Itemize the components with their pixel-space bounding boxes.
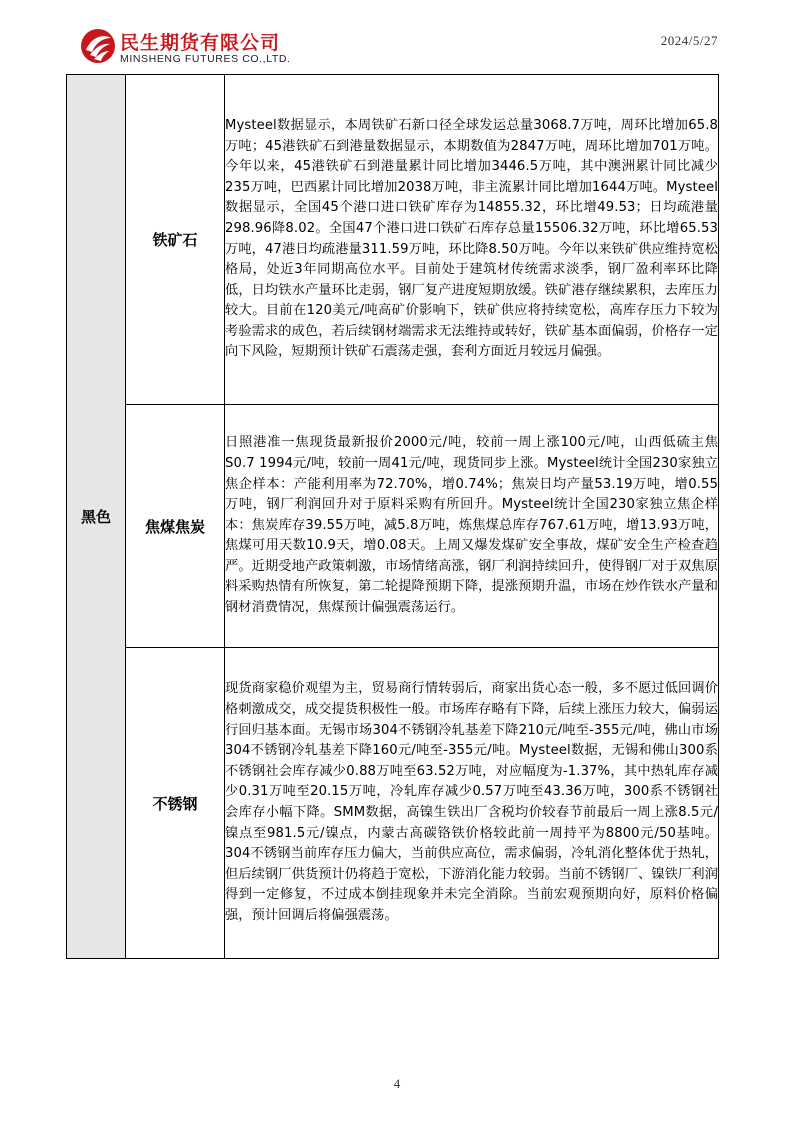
commodity-text-stainless-steel: 现货商家稳价观望为主，贸易商行情转弱后，商家出货心态一般，多不愿过低回调价格刺激成交，成交提货积极性一般。市场库存略有下降，后续上涨压力较大，偏弱运行回归基本面。无锡市场304不锈钢冷轧基差下降210元/吨至-355元/吨，佛山市场304不锈钢冷轧基差下降160元/吨至-355元/吨。Mysteel数据，无锡和佛山300系不锈钢社会库存减少0.88万吨至63.52万吨，对应幅度为-1.37%，其中热轧库存减少0.31万吨至20.15万吨，冷轧库存减少0.57万吨至43.36万吨，300系不锈钢社会库存小幅下降。SMM数据，高镍生铁出厂含税均价较春节前最后一周上涨8.5元/镍点至981.5元/镍点，内蒙古高碳铬铁价格较此前一周持平为8800元/50基吨。304不锈钢当前库存压力偏大，当前供应高位，需求偏弱，冷轧消化整体优于热轧，但后续钢厂供货预计仍将趋于宽松，下游消化能力较弱。当前不锈钢厂、镍铁厂利润得到一定修复，不过成本倒挂现象并未完全消除。当前宏观预期向好，原料价格偏强，预计回调后将偏强震荡。 bbox=[225, 648, 719, 959]
commodity-text-iron-ore: Mysteel数据显示，本周铁矿石新口径全球发运总量3068.7万吨，周环比增加65.8万吨；45港铁矿石到港量数据显示，本期数值为2847万吨，周环比增加701万吨。今年以来，45港铁矿石到港量累计同比增加3446.5万吨，其中澳洲累计同比减少235万吨，巴西累计同比增加2038万吨，非主流累计同比增加1644万吨。Mysteel数据显示，全国45个港口进口铁矿库存为14855.32，环比增49.53；日均疏港量298.96降8.02。全国47个港口进口铁矿石库存总量15506.32万吨，环比增65.53万吨，47港日均疏港量311.59万吨，环比降8.50万吨。今年以来铁矿供应维持宽松格局，处近3年同期高位水平。目前处于建筑材传统需求淡季，钢厂盈利率环比降低，日均铁水产量环比走弱，钢厂复产进度短期放缓。铁矿港存继续累积，去库压力较大。目前在120美元/吨高矿价影响下，铁矿供应将持续宽松，高库存压力下较为考验需求的成色，若后续钢材端需求无法维持或转好，铁矿基本面偏弱，价格存一定向下风险，短期预计铁矿石震荡走强，套利方面近月较远月偏强。 bbox=[225, 75, 719, 405]
table-row-iron-ore bbox=[67, 75, 719, 405]
page-number: 4 bbox=[393, 1076, 401, 1091]
commodity-cell-coking-coal bbox=[126, 405, 225, 648]
company-name-cn: 民生期货有限公司 bbox=[120, 32, 281, 54]
section-label: 黑色 bbox=[80, 508, 111, 526]
table-row-stainless-steel bbox=[67, 648, 719, 959]
commodity-cell-iron-ore bbox=[126, 75, 225, 405]
table-row-coking-coal bbox=[67, 405, 719, 648]
commodity-text-coking-coal: 日照港准一焦现货最新报价2000元/吨，较前一周上涨100元/吨，山西低硫主焦S0.7 1994元/吨，较前一周41元/吨，现货同步上涨。Mysteel统计全国230家独立焦企样本：产能利用率为72.70%，增0.74%；焦炭日均产量53.19万吨，增0.55万吨，钢厂利润回升对于原料采购有所回升。Mysteel统计全国230家独立焦企样本：焦炭库存39.55万吨，减5.8万吨，炼焦煤总库存767.61万吨，增13.93万吨，焦煤可用天数10.9天，增0.08天。上周又爆发煤矿安全事故，煤矿安全生产检查趋严。近期受地产政策刺激，市场情绪高涨，钢厂利润持续回升，使得钢厂对于双焦原料采购热情有所恢复，第二轮提降预期下降，提涨预期升温，市场在炒作铁水产量和钢材消费情况，焦煤预计偏强震荡运行。 bbox=[225, 405, 719, 648]
minsheng-logo-icon bbox=[80, 28, 116, 64]
report-date: 2024/5/27 bbox=[660, 33, 718, 48]
section-cell bbox=[67, 75, 126, 959]
commodity-label: 焦煤焦炭 bbox=[144, 517, 205, 536]
company-name-en: MINSHENG FUTURES CO.,LTD. bbox=[120, 53, 291, 65]
commodity-label: 铁矿石 bbox=[152, 231, 198, 249]
commodity-table bbox=[66, 74, 719, 959]
commodity-cell-stainless-steel bbox=[126, 648, 225, 959]
commodity-label: 不锈钢 bbox=[152, 794, 198, 813]
page-header bbox=[0, 0, 794, 80]
